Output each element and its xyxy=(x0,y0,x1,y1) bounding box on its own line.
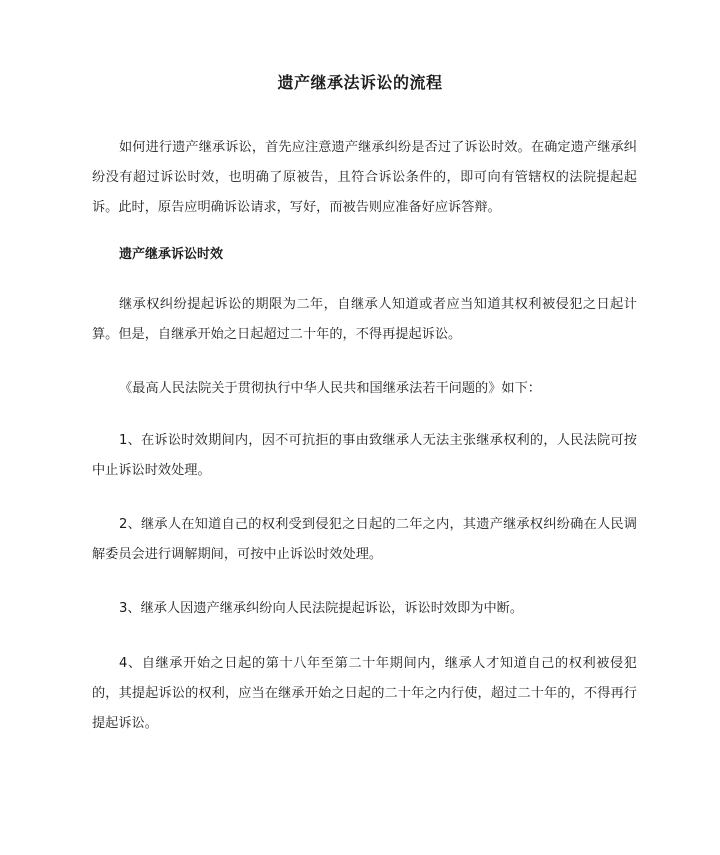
limitation-paragraph: 继承权纠纷提起诉讼的期限为二年，自继承人知道或者应当知道其权利被侵犯之日起计算。但是，自继承开始之日起超过二十年的，不得再提起诉讼。 xyxy=(92,297,637,342)
rule-4-paragraph: 4、自继承开始之日起的第十八年至第二十年期间内，继承人才知道自己的权利被侵犯的，其提起诉讼的权利，应当在继承开始之日起的二十年之内行使，超过二十年的，不得再行提起诉讼。 xyxy=(92,656,637,731)
section-heading: 遗产继承诉讼时效 xyxy=(119,247,224,262)
page-title: 遗产继承法诉讼的流程 xyxy=(277,73,443,92)
rule-1-paragraph: 1、在诉讼时效期间内，因不可抗拒的事由致继承人无法主张继承权利的，人民法院可按中止诉讼时效处理。 xyxy=(92,433,637,478)
intro-paragraph: 如何进行遗产继承诉讼，首先应注意遗产继承纠纷是否过了诉讼时效。在确定遗产继承纠纷没有超过诉讼时效，也明确了原被告，且符合诉讼条件的，即可向有管辖权的法院提起起诉。此时，原告应明确诉讼请求，写好，而被告则应准备好应诉答辩。 xyxy=(92,140,637,215)
rule-2-paragraph: 2、继承人在知道自己的权利受到侵犯之日起的二年之内，其遗产继承权纠纷确在人民调解委员会进行调解期间，可按中止诉讼时效处理。 xyxy=(92,517,637,562)
rule-3-paragraph: 3、继承人因遗产继承纠纷向人民法院提起诉讼，诉讼时效即为中断。 xyxy=(119,601,524,616)
interpretation-intro-paragraph: 《最高人民法院关于贯彻执行中华人民共和国继承法若干问题的》如下： xyxy=(119,381,541,396)
